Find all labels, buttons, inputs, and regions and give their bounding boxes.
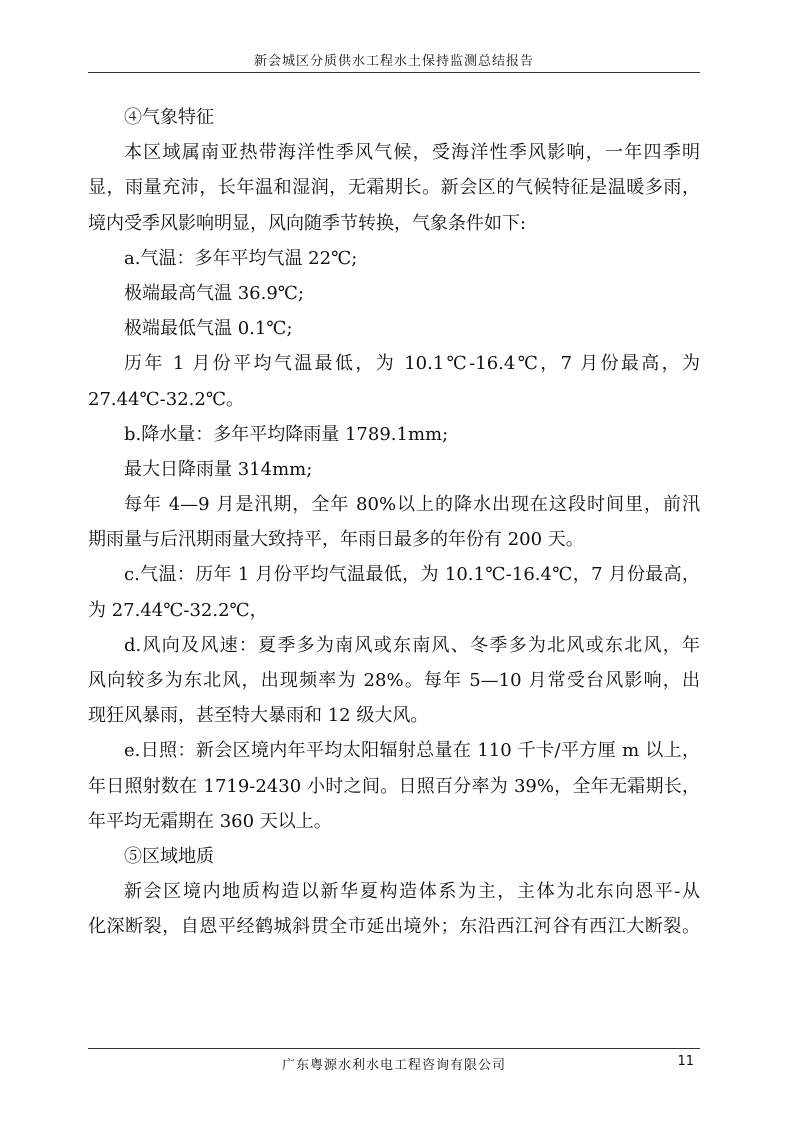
section-heading-geology: ⑤区域地质 bbox=[124, 845, 214, 867]
paragraph-line: 27.44℃-32.2℃。 bbox=[88, 388, 244, 410]
section-heading-climate: ④气象特征 bbox=[124, 107, 214, 128]
paragraph-line: d.风向及风速：夏季多为南风或东南风、冬季多为北风或东北风，年 bbox=[124, 634, 700, 656]
paragraph-line: 最大日降雨量 314mm; bbox=[124, 458, 313, 480]
paragraph-line: 极端最高气温 36.9℃; bbox=[124, 282, 304, 304]
footer-divider bbox=[88, 1048, 700, 1049]
paragraph-line: 本区域属南亚热带海洋性季风气候，受海洋性季风影响，一年四季明 bbox=[124, 142, 700, 164]
page-number: 11 bbox=[677, 1054, 694, 1069]
paragraph-line: 年平均无霜期在 360 天以上。 bbox=[88, 810, 332, 832]
paragraph-line: 显，雨量充沛，长年温和湿润，无霜期长。新会区的气候特征是温暖多雨， bbox=[88, 177, 700, 199]
body-text bbox=[88, 100, 700, 945]
footer-company: 广东粤源水利水电工程咨询有限公司 bbox=[281, 1058, 506, 1073]
paragraph-line: c.气温：历年 1 月份平均气温最低，为 10.1℃-16.4℃，7 月份最高， bbox=[124, 564, 700, 586]
paragraph-line: 为 27.44℃-32.2℃， bbox=[88, 599, 268, 621]
paragraph-line: a.气温：多年平均气温 22℃; bbox=[124, 247, 358, 269]
header-divider bbox=[88, 72, 700, 73]
paragraph-line: 历年 1 月份平均气温最低，为 10.1℃-16.4℃，7 月份最高，为 bbox=[124, 353, 700, 375]
paragraph-line: 化深断裂，自恩平经鹤城斜贯全市延出境外；东沿西江河谷有西江大断裂。 bbox=[88, 916, 700, 938]
paragraph-line: 年日照射数在 1719-2430 小时之间。日照百分率为 39%，全年无霜期长， bbox=[88, 775, 700, 797]
paragraph-line: 期雨量与后汛期雨量大致持平，年雨日最多的年份有 200 天。 bbox=[88, 529, 584, 551]
paragraph-line: 每年 4—9 月是汛期，全年 80%以上的降水出现在这段时间里，前汛 bbox=[124, 494, 700, 516]
paragraph-line: 风向较多为东北风，出现频率为 28%。每年 5—10 月常受台风影响，出 bbox=[88, 670, 700, 691]
paragraph-line: 境内受季风影响明显，风向随季节转换，气象条件如下: bbox=[88, 212, 527, 234]
paragraph-line: 新会区境内地质构造以新华夏构造体系为主，主体为北东向恩平-从 bbox=[124, 881, 700, 903]
paragraph-line: 现狂风暴雨，甚至特大暴雨和 12 级大风。 bbox=[88, 705, 429, 727]
paragraph-line: b.降水量：多年平均降雨量 1789.1mm; bbox=[124, 423, 449, 445]
paragraph-line: 极端最低气温 0.1℃; bbox=[124, 318, 293, 340]
paragraph-line: e.日照：新会区境内年平均太阳辐射总量在 110 千卡/平方厘 m 以上， bbox=[124, 740, 700, 762]
page-header-title: 新会城区分质供水工程水土保持监测总结报告 bbox=[253, 54, 534, 69]
